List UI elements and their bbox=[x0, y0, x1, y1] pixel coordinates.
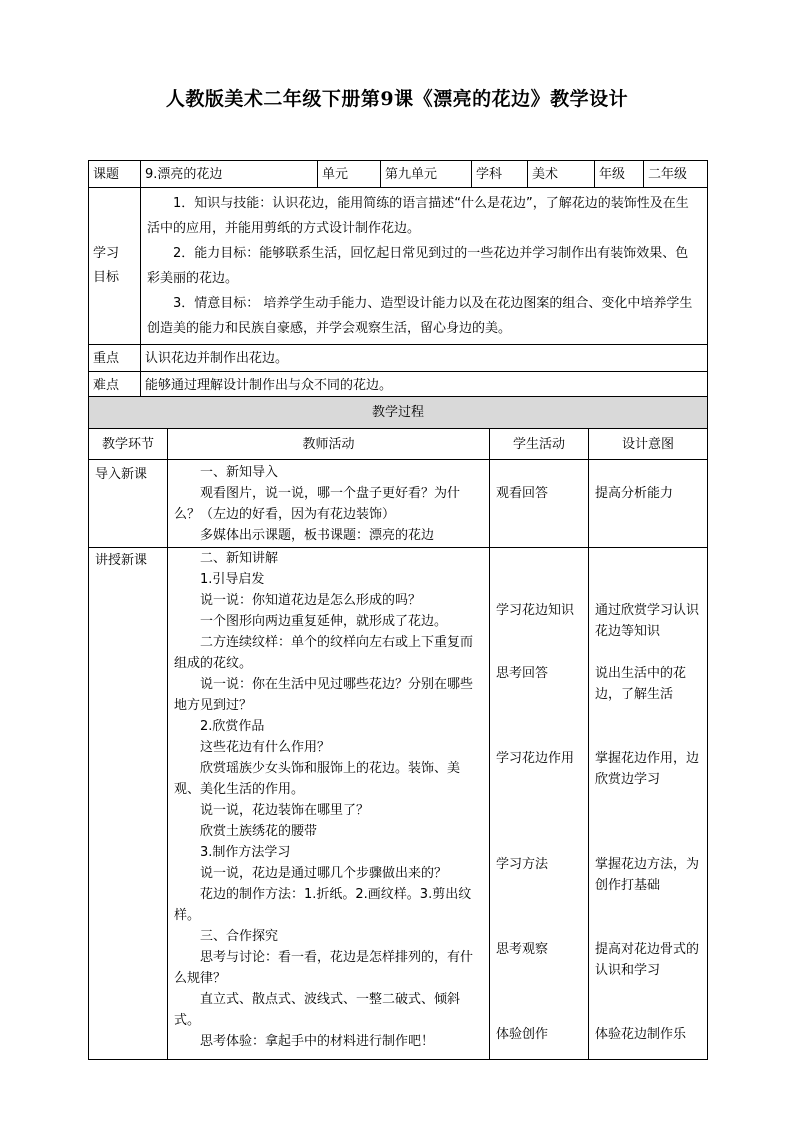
subject-value: 美术 bbox=[528, 161, 595, 188]
block-2-teacher: 说一说：你在生活中见过哪些花边？分别在哪些地方见到过？ bbox=[174, 677, 474, 713]
unit-value: 第九单元 bbox=[381, 161, 472, 188]
block-3-teacher: 2.欣赏作品 这些花边有什么作用？ 欣赏瑶族少女头饰和服饰上的花边。装饰、美观、美化生活的作用。 bbox=[174, 719, 461, 797]
key-row bbox=[89, 345, 708, 372]
intro-row bbox=[89, 460, 708, 548]
lecture-row bbox=[89, 548, 708, 1060]
col-intent: 设计意图 bbox=[589, 429, 708, 460]
block-6-teacher: 思考体验：拿起手中的材料进行制作吧！ bbox=[200, 1034, 435, 1049]
grade-label: 年级 bbox=[595, 161, 644, 188]
block-4-teacher: 说一说，花边装饰在哪里了？ 欣赏土族绣花的腰带 3.制作方法学习 说一说，花边是通过哪几个步骤做出来的？ 花边的制作方法：1.折纸。2.画纹样。3.剪出纹样。 bbox=[174, 803, 472, 923]
intro-intent: 提高分析能力 bbox=[589, 460, 708, 548]
lecture-student bbox=[490, 548, 589, 1060]
goals-content bbox=[141, 188, 708, 345]
process-header: 教学过程 bbox=[89, 397, 708, 429]
topic-value: 9.漂亮的花边 bbox=[141, 161, 318, 188]
lecture-teacher bbox=[168, 548, 490, 1060]
goals-row bbox=[89, 188, 708, 345]
block-6-student: 体验创作 bbox=[496, 1027, 549, 1042]
key-label: 重点 bbox=[89, 345, 141, 372]
unit-label: 单元 bbox=[318, 161, 381, 188]
block-5-student: 思考观察 bbox=[496, 942, 549, 957]
column-header-row bbox=[89, 429, 708, 460]
block-5-intent: 提高对花边骨式的认识和学习 bbox=[595, 942, 700, 978]
col-stage: 教学环节 bbox=[89, 429, 168, 460]
block-1-intent: 通过欣赏学习认识花边等知识 bbox=[595, 603, 700, 639]
block-4-student: 学习方法 bbox=[496, 857, 549, 872]
intro-student: 观看回答 bbox=[490, 460, 589, 548]
grade-value: 二年级 bbox=[644, 161, 708, 188]
block-2-intent: 说出生活中的花边，了解生活 bbox=[595, 666, 687, 702]
goal-ability: 2．能力目标：能够联系生活，回忆起日常见到过的一些花边并学习制作出有装饰效果、色彩美丽的花边。 bbox=[147, 246, 689, 286]
topic-row bbox=[89, 161, 708, 188]
goals-label: 学习目标 bbox=[89, 188, 141, 345]
process-header-row bbox=[89, 397, 708, 429]
subject-label: 学科 bbox=[472, 161, 528, 188]
block-3-student: 学习花边作用 bbox=[496, 751, 575, 766]
goal-affect: 3．情意目标： 培养学生动手能力、造型设计能力以及在花边图案的组合、变化中培养学生创造美的能力和民族自豪感，并学会观察生活，留心身边的美。 bbox=[147, 296, 693, 336]
block-1-teacher: 二、新知讲解 1.引导启发 说一说：你知道花边是怎么形成的吗？ 一个图形向两边重复延伸，就形成了花边。 二方连续纹样：单个的纹样向左右或上下重复而组成的花纹。 bbox=[174, 551, 474, 671]
block-1-student: 学习花边知识 bbox=[496, 603, 575, 618]
block-5-teacher: 三、合作探究 思考与讨论：看一看，花边是怎样排列的，有什么规律？ 直立式、散点式、波线式、一整二破式、倾斜式。 bbox=[174, 929, 474, 1028]
intro-teacher: 一、新知导入 观看图片，说一说，哪一个盘子更好看？为什么？（左边的好看，因为有花边装饰） 多媒体出示课题，板书课题：漂亮的花边 bbox=[168, 460, 490, 548]
page-title: 人教版美术二年级下册第9课《漂亮的花边》教学设计 bbox=[165, 88, 629, 110]
block-4-intent: 掌握花边方法，为创作打基础 bbox=[595, 857, 700, 893]
goal-knowledge: 1．知识与技能：认识花边，能用简练的语言描述“什么是花边”，了解花边的装饰性及在生活中的应用，并能用剪纸的方式设计制作花边。 bbox=[147, 196, 689, 236]
course-info-table bbox=[88, 160, 708, 399]
col-student: 学生活动 bbox=[490, 429, 589, 460]
block-2-student: 思考回答 bbox=[496, 666, 549, 681]
lecture-intent bbox=[589, 548, 708, 1060]
lecture-stage: 讲授新课 bbox=[89, 548, 168, 1060]
block-6-intent: 体验花边制作乐 bbox=[595, 1027, 687, 1042]
difficulty-row bbox=[89, 372, 708, 399]
block-3-intent: 掌握花边作用，边欣赏边学习 bbox=[595, 751, 700, 787]
col-teacher: 教师活动 bbox=[168, 429, 490, 460]
intro-stage: 导入新课 bbox=[89, 460, 168, 548]
topic-label: 课题 bbox=[89, 161, 141, 188]
process-table bbox=[88, 396, 708, 1060]
difficulty-value: 能够通过理解设计制作出与众不同的花边。 bbox=[141, 372, 708, 399]
difficulty-label: 难点 bbox=[89, 372, 141, 399]
key-value: 认识花边并制作出花边。 bbox=[141, 345, 708, 372]
